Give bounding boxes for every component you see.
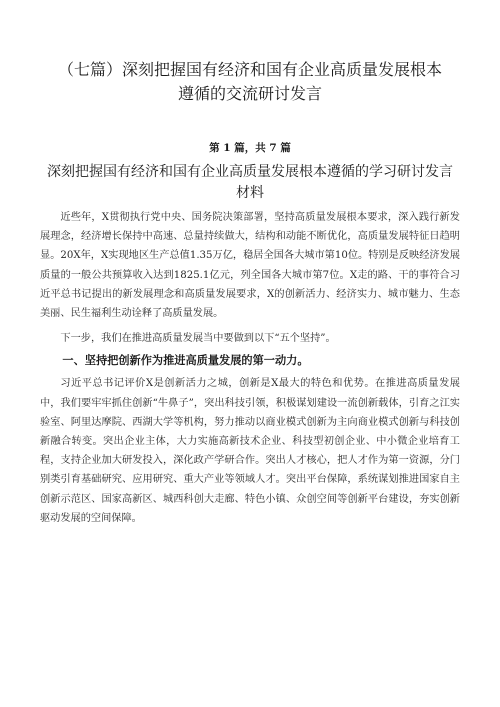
document-title — [40, 58, 460, 106]
section-title: 深刻把握国有经济和国有企业高质量发展根本遵循的学习研讨发言材料 — [47, 164, 453, 201]
paragraph-next-step: 下一步，我们在推进高质量发展当中要做到以下“五个坚持”。 — [60, 333, 336, 345]
document-title-line-1: （七篇）深刻把握国有经济和国有企业高质量发展根本 — [57, 60, 442, 79]
section-number: 第 1 篇，共 7 篇 — [209, 142, 291, 154]
document-title-line-2: 遵循的交流研讨发言 — [177, 84, 322, 103]
heading-innovation: 一、坚持把创新作为推进高质量发展的第一动力。 — [62, 353, 309, 368]
paragraph-innovation: 习近平总书记评价X是创新活力之城，创新是X最大的特色和优势。在推进高质量发展中，我们要牢牢抓住创新“牛鼻子”，突出科技引领，积极谋划建设一流创新载体，引育之江实验室、阿里达摩院、西湖大学等机构，努力推动以商业模式创新为主向商业模式创新与科技创新融合转变。突出企业主体，大力实施高新技术企业、科技型初创企业、中小微企业培育工程，支持企业加大研发投入，深化政产学研合作。突出人才核心，把人才作为第一资源，分门别类引育基础研究、应用研究、重大产业等领域人才。突出平台保障，系统谋划推进国家自主创新示范区、国家高新区、城西科创大走廊、特色小镇、众创空间等创新平台建设，夯实创新驱动发展的空间保障。 — [40, 378, 460, 524]
paragraph-intro: 近些年，X贯彻执行党中央、国务院决策部署，坚持高质量发展根本要求，深入践行新发展理念，经济增长保持中高速、总量持续做大，结构和动能不断优化，高质量发展特征日趋明显。20X年，X实现地区生产总值1.35万亿，稳居全国各大城市第10位。特别是反映经济发展质量的一般公共预算收入达到1825.1亿元，列全国各大城市第7位。X走的路、干的事符合习近平总书记提出的新发展理念和高质量发展要求，X的创新活力、经济实力、城市魅力、生态美丽、民生福利生动诠释了高质量发展。 — [40, 212, 460, 320]
